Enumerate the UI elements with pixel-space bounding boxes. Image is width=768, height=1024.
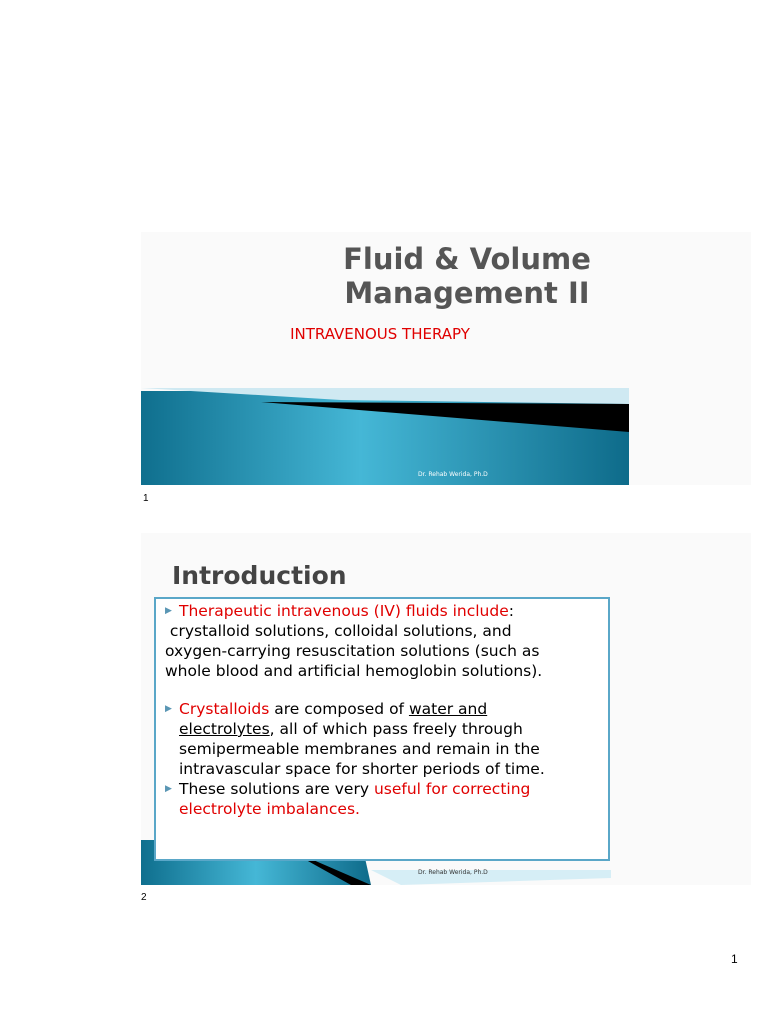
paragraph-line: crystalloid solutions, colloidal solutions, and [165, 622, 512, 640]
slide-2-author: Dr. Rehab Werida, Ph.D [418, 869, 488, 876]
bullet-item [165, 699, 600, 779]
slide-2-content-box [154, 597, 610, 861]
slide-1-subtitle: INTRAVENOUS THERAPY [290, 325, 470, 343]
page-number: 1 [731, 952, 738, 966]
triangle-right-icon: ▶ [165, 784, 172, 794]
bullet-2-line: intravascular space for shorter periods of time. [179, 760, 545, 778]
paragraph-line: oxygen-carrying resuscitation solutions (such as [165, 642, 540, 660]
crystalloids-term: Crystalloids [179, 700, 270, 718]
bullet-2-line: semipermeable membranes and remain in the [179, 740, 540, 758]
title-line-2: Management II [344, 276, 590, 310]
bullet-3-highlight: electrolyte imbalances. [179, 800, 360, 818]
bullet-3-highlight: useful for correcting [373, 780, 531, 798]
paragraph-line: whole blood and artificial hemoglobin solutions). [165, 662, 543, 680]
slide-2-title: Introduction [172, 561, 347, 590]
underlined-term: water and [408, 700, 488, 718]
slide-1-author: Dr. Rehab Werida, Ph.D [418, 471, 488, 478]
triangle-right-icon: ▶ [165, 606, 172, 616]
bullet-item [165, 601, 600, 621]
bullet-1-text: Therapeutic intravenous (IV) fluids include [179, 602, 509, 620]
bullet-3-text: These solutions are very [179, 780, 374, 798]
bullet-1-colon: : [508, 602, 514, 620]
bullet-item [165, 779, 600, 819]
slide-1-title [322, 242, 612, 310]
bullet-2-text: , all of which pass freely through [269, 720, 523, 738]
slide-1-number: 1 [143, 493, 149, 504]
underlined-term: electrolytes [179, 720, 270, 738]
slide-1-wave-banner [141, 388, 629, 485]
bullet-2-text: are composed of [269, 700, 409, 718]
slide-2-number: 2 [141, 892, 147, 903]
title-line-1: Fluid & Volume [343, 242, 591, 276]
triangle-right-icon: ▶ [165, 704, 172, 714]
